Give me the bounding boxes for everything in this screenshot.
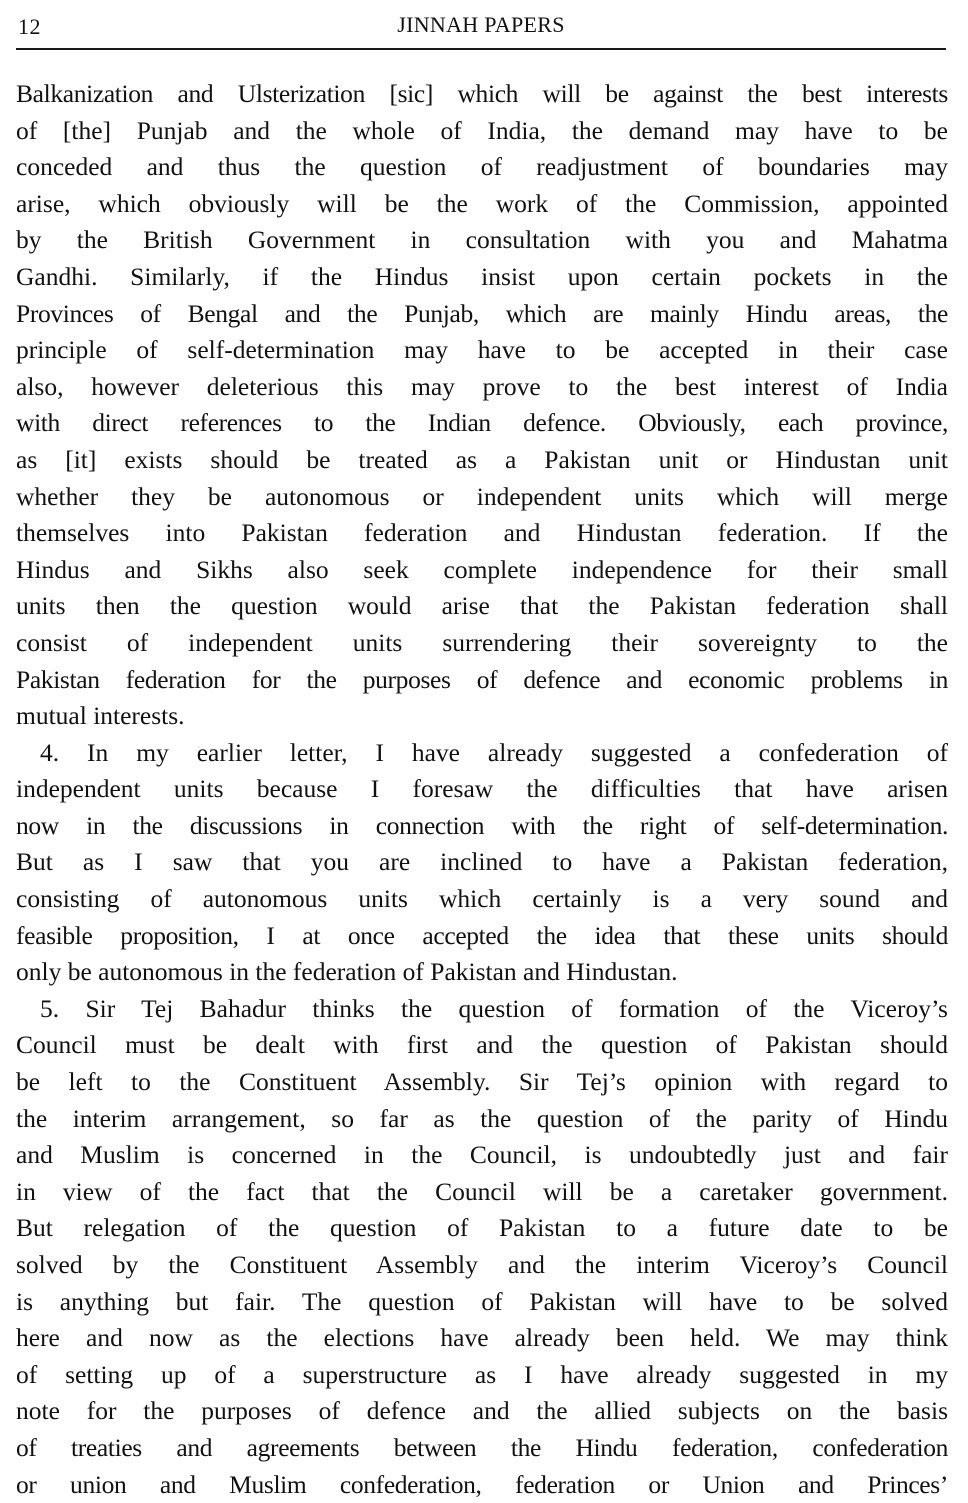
text-line: with direct references to the Indian defence. Obviously, each province, <box>16 408 948 438</box>
text-line: themselves into Pakistan federation and Hindustan federation. If the <box>16 518 948 548</box>
text-line: now in the discussions in connection with the right of self-determination. <box>16 810 948 840</box>
text-line: conceded and thus the question of readjustment of boundaries may <box>16 152 948 182</box>
text-line: principle of self-determination may have to be accepted in their case <box>16 335 948 365</box>
text-line: by the British Government in consultation with you and Mahatma <box>16 225 948 255</box>
text-line: feasible proposition, I at once accepted the idea that these units should <box>16 920 948 950</box>
text-line: consisting of autonomous units which certainly is a very sound and <box>16 884 948 914</box>
text-line: 4. In my earlier letter, I have already suggested a confederation of <box>40 737 948 767</box>
text-line: consist of independent units surrendering their sovereignty to the <box>16 627 948 657</box>
text-line: solved by the Constituent Assembly and the interim Viceroy’s Council <box>16 1250 948 1279</box>
body-text <box>16 76 948 1503</box>
header-rule <box>16 48 946 50</box>
text-line: only be autonomous in the federation of Pakistan and Hindustan. <box>16 957 678 987</box>
text-line: Council must be dealt with first and the question of Pakistan should <box>16 1030 948 1060</box>
text-line: units then the question would arise that the Pakistan federation shall <box>16 591 948 621</box>
text-line: as [it] exists should be treated as a Pakistan unit or Hindustan unit <box>16 444 948 474</box>
text-line: is anything but fair. The question of Pakistan will have to be solved <box>16 1286 948 1316</box>
text-line: mutual interests. <box>16 701 185 731</box>
text-line: Pakistan federation for the purposes of defence and economic problems in <box>16 664 948 694</box>
page-number: 12 <box>18 14 41 39</box>
text-line: in view of the fact that the Council will be a caretaker government. <box>16 1176 948 1206</box>
running-head: JINNAH PAPERS <box>397 12 565 37</box>
text-line: Hindus and Sikhs also seek complete independence for their small <box>16 554 948 584</box>
page-header <box>16 8 946 48</box>
text-line: the interim arrangement, so far as the question of the parity of Hindu <box>16 1103 948 1133</box>
text-line: Gandhi. Similarly, if the Hindus insist upon certain pockets in the <box>16 261 948 291</box>
text-line: 5. Sir Tej Bahadur thinks the question of formation of the Viceroy’s <box>40 993 948 1023</box>
text-line: here and now as the elections have already been held. We may think <box>16 1323 948 1353</box>
text-line: arise, which obviously will be the work of the Commission, appointed <box>16 188 948 218</box>
text-line: independent units because I foresaw the difficulties that have arisen <box>16 774 948 804</box>
text-line: be left to the Constituent Assembly. Sir Tej’s opinion with regard to <box>16 1067 948 1097</box>
text-line: of treaties and agreements between the Hindu federation, confederation <box>16 1432 948 1462</box>
text-line: note for the purposes of defence and the allied subjects on the basis <box>16 1396 948 1426</box>
text-line: Balkanization and Ulsterization [sic] which will be against the best interests <box>16 79 948 108</box>
text-line: also, however deleterious this may prove to the best interest of India <box>16 371 948 401</box>
text-line: and Muslim is concerned in the Council, is undoubtedly just and fair <box>16 1140 948 1170</box>
text-line: of [the] Punjab and the whole of India, the demand may have to be <box>16 115 948 145</box>
text-line: or union and Muslim confederation, federation or Union and Princes’ <box>16 1469 948 1499</box>
text-line: of setting up of a superstructure as I have already suggested in my <box>16 1359 948 1389</box>
text-line: Provinces of Bengal and the Punjab, which are mainly Hindu areas, the <box>16 298 948 328</box>
text-line: But as I saw that you are inclined to have a Pakistan federation, <box>16 847 948 877</box>
text-line: But relegation of the question of Pakistan to a future date to be <box>16 1213 948 1243</box>
text-line: whether they be autonomous or independent units which will merge <box>16 481 948 511</box>
